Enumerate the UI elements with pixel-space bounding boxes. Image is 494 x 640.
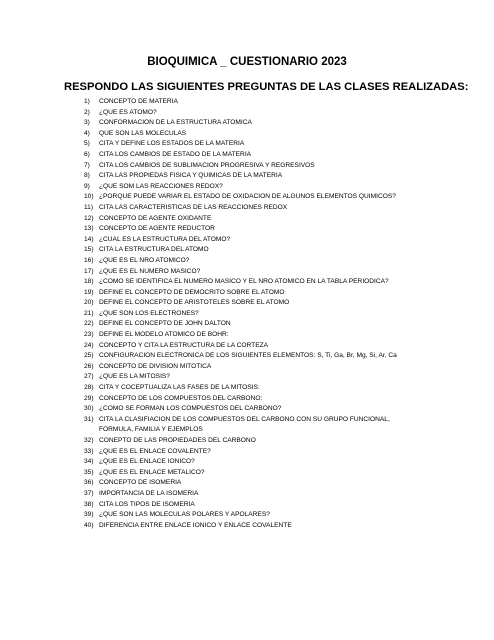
question-number: 16): [84, 256, 94, 264]
question-item: [84, 203, 424, 214]
question-text: CONEPTO DE LAS PROPIEDADES DEL CARBONO: [99, 437, 256, 444]
question-number: 20): [84, 299, 94, 307]
question-text: CONCEPTO DE MATERIA: [99, 98, 178, 105]
question-number: 19): [84, 288, 94, 296]
question-text: CITA Y DEFINE LOS ESTADOS DE LA MATERIA: [99, 140, 245, 148]
question-number: 21): [84, 309, 94, 317]
question-item: [84, 351, 424, 362]
question-text: CONFORMACION DE LA ESTRUCTURA ATOMICA: [99, 119, 252, 127]
question-text: CONCEPTO DE AGENTE REDUCTOR: [99, 225, 215, 233]
question-item: [84, 97, 424, 108]
question-item: [84, 192, 424, 203]
question-item: [84, 510, 424, 521]
question-text: ¿QUE ES EL ENLACE COVALENTE?: [99, 447, 211, 455]
question-text: ¿CUAL ES LA ESTRUCTURA DEL ATOMO?: [99, 235, 231, 243]
question-number: 37): [84, 489, 94, 497]
question-number: 8): [84, 172, 90, 180]
question-number: 32): [84, 437, 94, 444]
question-number: 30): [84, 405, 94, 413]
question-number: 13): [84, 225, 94, 233]
question-item: [84, 457, 424, 468]
question-number: 26): [84, 362, 94, 370]
question-item: [84, 288, 424, 299]
question-text: CONCEPTO DE DIVISION MITOTICA: [99, 362, 212, 370]
question-text: ¿QUE SON LOS ELECTRONES?: [99, 309, 199, 317]
question-text: CITA LA ESTRUCTURA DEL ATOMO: [99, 246, 209, 254]
question-number: 15): [84, 246, 94, 254]
question-text: CITA LOS CAMBIOS DE ESTADO DE LA MATERIA: [99, 150, 252, 158]
question-item: [84, 447, 424, 458]
question-item: [84, 436, 424, 447]
question-text: ¿QUE ES EL NUMERO MASICO?: [99, 267, 201, 275]
question-number: 9): [84, 182, 90, 190]
question-number: 25): [84, 352, 94, 360]
question-text: CITA LOS TIPOS DE ISOMERIA: [99, 500, 195, 508]
question-item: [84, 362, 424, 373]
question-text: CITA LA CLASIFIACION DE LOS COMPUESTOS DEL CARBONO CON SU GRUPO FUNCIONAL, FORMULA, FAMILIA Y EJEMPLOS: [99, 415, 390, 434]
question-number: 3): [84, 119, 90, 127]
question-text: ¿COMO SE IDENTIFICA EL NUMERO MASICO Y EL NRO ATOMICO EN LA TABLA PERIODICA?: [99, 278, 389, 286]
question-item: [84, 139, 424, 150]
question-text: ¿QUE SON LAS MOLECULAS POLARES Y APOLARES?: [99, 511, 270, 519]
question-text: DEFINE EL CONCEPTO DE ARISTOTELES SOBRE EL ATOMO: [99, 299, 290, 307]
question-item: [84, 245, 424, 256]
document-subtitle: RESPONDO LAS SIGUIENTES PREGUNTAS DE LAS CLASES REALIZADAS:: [64, 81, 469, 93]
question-text: CONCEPTO Y CITA LA ESTRUCTURA DE LA CORTEZA: [99, 341, 269, 349]
question-text: ¿QUE ES EL ENLACE METALICO?: [99, 468, 205, 476]
question-number: 33): [84, 447, 94, 455]
question-text: ¿QUE ES EL ENLACE IONICO?: [99, 458, 195, 466]
question-number: 27): [84, 373, 94, 381]
question-number: 31): [84, 415, 94, 423]
question-item: [84, 129, 424, 140]
question-item: [84, 150, 424, 161]
question-number: 2): [84, 108, 90, 116]
question-number: 17): [84, 267, 94, 275]
question-number: 28): [84, 384, 94, 392]
question-number: 24): [84, 341, 94, 349]
question-item: [84, 394, 424, 405]
question-text: DIFERENCIA ENTRE ENLACE IONICO Y ENLACE COVALENTE: [99, 521, 292, 529]
question-text: ¿QUE SOM LAS REACCIONES REDOX?: [99, 182, 223, 190]
question-item: [84, 372, 424, 383]
question-number: 5): [84, 140, 90, 148]
question-text: CITA LOS CAMBIOS DE SUBLIMACION PROGRESIVA Y REGRESIVOS: [99, 161, 315, 169]
question-item: [84, 468, 424, 479]
question-item: [84, 521, 424, 532]
question-text: DEFINE EL CONCEPTO DE JOHN DALTON: [99, 320, 231, 328]
question-number: 22): [84, 320, 94, 328]
question-number: 6): [84, 150, 90, 158]
question-item: [84, 171, 424, 182]
question-text: ¿QUE ES EL NRO ATOMICO?: [99, 256, 190, 264]
question-text: ¿COMO SE FORMAN LOS COMPUESTOS DEL CARBONO?: [99, 405, 282, 413]
question-item: [84, 478, 424, 489]
question-number: 36): [84, 479, 94, 487]
question-text: CONCEPTO DE AGENTE OXIDANTE: [99, 214, 212, 222]
question-number: 34): [84, 458, 94, 466]
question-item: [84, 277, 424, 288]
question-text: CONFIGURACION ELECTRONICA DE LOS SIGUIENTES ELEMENTOS: S, Ti, Ga, Br, Mg, Si, Ar, Ca: [99, 352, 397, 360]
question-number: 35): [84, 468, 94, 476]
question-item: [84, 309, 424, 320]
question-item: [84, 404, 424, 415]
question-item: [84, 182, 424, 193]
question-item: [84, 489, 424, 500]
question-item: [84, 235, 424, 246]
question-item: [84, 298, 424, 309]
question-number: 10): [84, 193, 94, 201]
question-text: CITA Y COCEPTUALIZA LAS FASES DE LA MITOSIS:: [99, 384, 260, 392]
question-number: 29): [84, 394, 94, 402]
question-text: CITA LAS CARACTERISTICAS DE LAS REACCIONES REDOX: [99, 203, 288, 211]
question-item: [84, 256, 424, 267]
question-text: DEFINE EL MODELO ATOMICO DE BOHR:: [99, 331, 229, 339]
question-text: QUE SON LAS MOLECULAS: [99, 129, 187, 137]
document-title: BIOQUIMICA _ CUESTIONARIO 2023: [147, 56, 347, 68]
question-item: [84, 161, 424, 172]
question-item: [84, 500, 424, 511]
question-text: CITA LAS PROPIEDAS FISICA Y QUIMICAS DE LA MATERIA: [99, 172, 283, 180]
question-item: [84, 214, 424, 225]
question-number: 18): [84, 278, 94, 286]
question-text: CONCEPTO DE LOS COMPUESTOS DEL CARBONO:: [99, 394, 263, 402]
question-text: ¿PORQUE PUEDE VARIAR EL ESTADO DE OXIDACION DE ALGUNOS ELEMENTOS QUIMICOS?: [99, 193, 396, 201]
question-item: [84, 415, 424, 436]
question-item: [84, 118, 424, 129]
question-number: 40): [84, 521, 94, 529]
question-number: 7): [84, 161, 90, 169]
question-item: [84, 383, 424, 394]
question-number: 14): [84, 235, 94, 243]
question-number: 23): [84, 331, 94, 339]
question-item: [84, 341, 424, 352]
question-number: 4): [84, 129, 90, 137]
question-number: 39): [84, 511, 94, 519]
question-number: 38): [84, 500, 94, 508]
question-list: [84, 97, 424, 531]
question-item: [84, 108, 424, 119]
question-item: [84, 330, 424, 341]
question-item: [84, 224, 424, 235]
question-number: 11): [84, 203, 94, 211]
question-text: ¿QUE ES LA MITOSIS?: [99, 373, 170, 381]
question-text: ¿QUE ES ATOMO?: [99, 108, 157, 116]
question-item: [84, 319, 424, 330]
question-number: 1): [84, 98, 90, 105]
question-number: 12): [84, 214, 94, 222]
question-text: DEFINE EL CONCEPTO DE DEMOCRITO SOBRE EL ATOMO: [99, 288, 285, 296]
question-text: CONCEPTO DE ISOMERIA: [99, 479, 182, 487]
question-item: [84, 267, 424, 278]
question-text: IMPORTANCIA DE LA ISOMERIA: [99, 489, 199, 497]
